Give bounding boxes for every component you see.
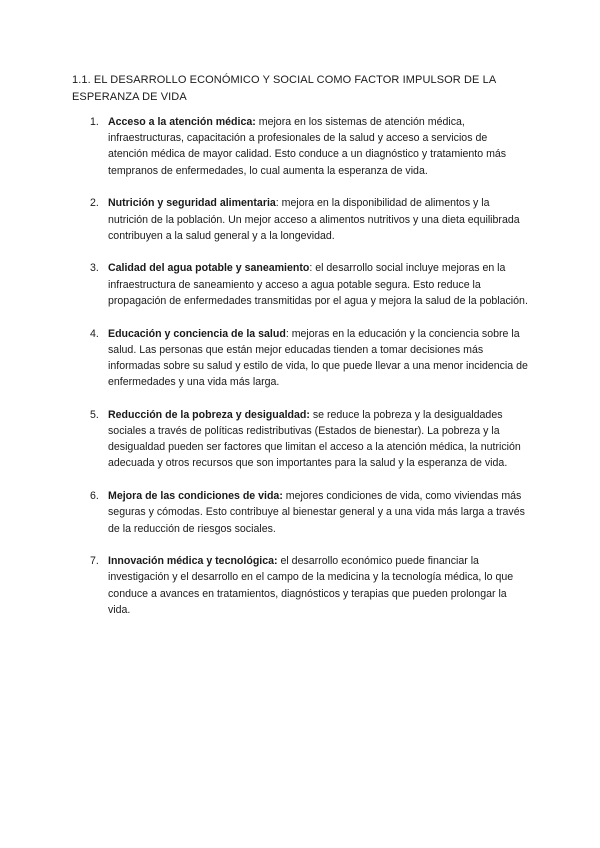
list-item-title: Calidad del agua potable y saneamiento — [108, 262, 310, 275]
list-item-text: mejora en los sistemas de atención médica, infraestructuras, capacitación a profesionales de la salud y acceso a servicios de atención médica de mayor calidad. Esto conduce a un diagnóstico y tratamiento más tempranos de enfermedades, lo cual aumenta la esperanza de vida. — [108, 116, 507, 177]
list-item-text: : mejoras en la educación y la conciencia sobre la salud. Las personas que están mejor educadas tienden a tomar decisiones más informadas sobre su salud y estilo de vida, lo que puede llevar a una menor incidencia de enfermedades y una vida más larga. — [108, 327, 528, 389]
list-item-1 — [0, 114, 528, 179]
list-number: 7. — [90, 555, 99, 568]
list-item-title: Nutrición y seguridad alimentaria — [108, 197, 276, 210]
list-item-5 — [0, 407, 528, 472]
list-item-text: se reduce la pobreza y la desigualdades sociales a través de políticas redistributivas (Estados de bienestar). La pobreza y la desigualdad pueden ser factores que limitan el acceso a la atención médica, la nutrición adecuada y otros recursos que son importantes para la salud y la esperanza de vida. — [108, 408, 521, 470]
list-item-title: Innovación médica y tecnológica: — [108, 555, 278, 568]
list-item-text: : el desarrollo social incluye mejoras en la infraestructura de saneamiento y acceso a agua potable segura. Esto reduce la propagación de enfermedades transmitidas por el agua y mejora la salud de la población. — [108, 262, 528, 307]
list-number: 2. — [90, 197, 99, 210]
list-number: 3. — [90, 262, 99, 275]
list-item-6 — [0, 488, 528, 537]
list-item-3 — [0, 260, 528, 309]
list-item-text: : mejora en la disponibilidad de alimentos y la nutrición de la población. Un mejor acceso a alimentos nutritivos y una dieta equilibrada contribuyen a la salud general y a la longevidad. — [108, 197, 520, 242]
list-number: 4. — [90, 327, 99, 340]
list-item-title: Reducción de la pobreza y desigualdad: — [108, 408, 310, 421]
list-item-text: mejores condiciones de vida, como viviendas más seguras y cómodas. Esto contribuye al bienestar general y a una vida más larga a través de la reducción de riesgos sociales. — [108, 490, 525, 535]
section-heading: 1.1. EL DESARROLLO ECONÓMICO Y SOCIAL COMO FACTOR IMPULSOR DE LA ESPERANZA DE VIDA — [72, 74, 496, 103]
list-item-title: Acceso a la atención médica: — [108, 116, 256, 128]
list-item-text: el desarrollo económico puede financiar la investigación y el desarrollo en el campo de la medicina y la tecnología médica, lo que conduce a avances en tratamientos, diagnósticos y terapias que pueden prolongar la vida. — [108, 555, 514, 616]
list-number: 6. — [90, 490, 99, 503]
list-number: 5. — [90, 408, 99, 421]
list-item-title: Mejora de las condiciones de vida: — [108, 490, 283, 503]
list-item-7 — [0, 553, 528, 618]
list-item-title: Educación y conciencia de la salud — [108, 327, 286, 340]
list-item-2 — [0, 195, 528, 244]
list-number: 1. — [90, 116, 99, 128]
list-item-4 — [0, 326, 528, 391]
factor-list — [0, 114, 600, 635]
